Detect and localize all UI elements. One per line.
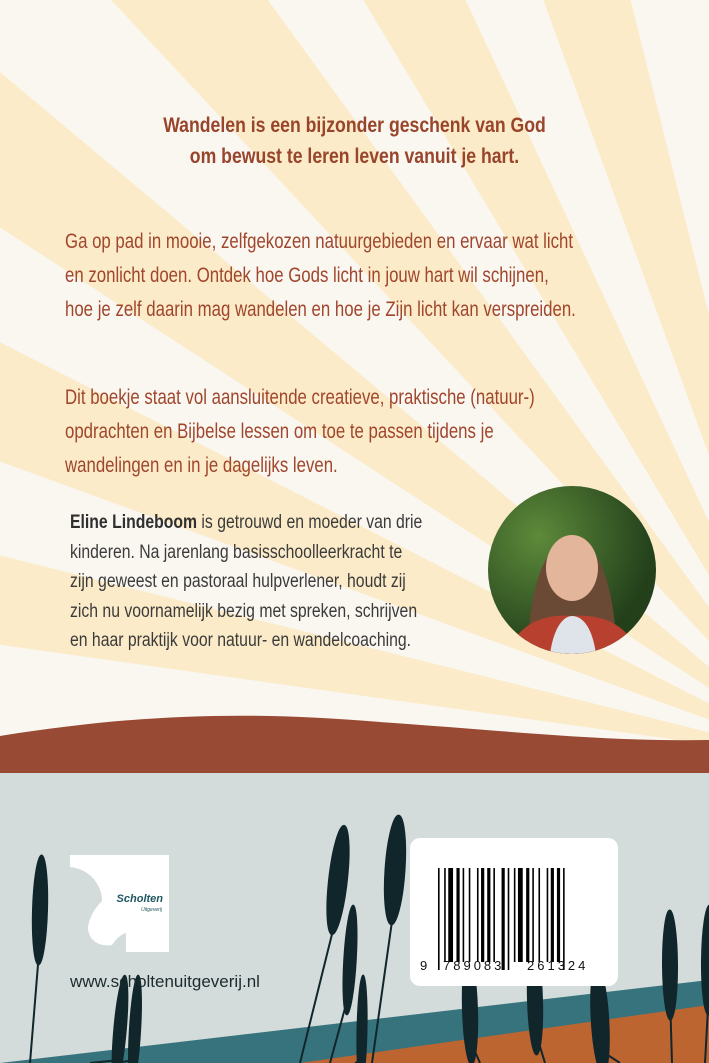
barcode-bar xyxy=(557,868,560,962)
tagline-line: om bewust te leren leven vanuit je hart. xyxy=(189,145,520,168)
publisher-name: Scholten xyxy=(116,893,163,905)
text-line: kinderen. Na jarenlang basisschoolleerkracht te xyxy=(70,541,403,563)
barcode-bar xyxy=(448,868,453,962)
text-line: zich nu voornamelijk bezig met spreken, schrijven xyxy=(70,600,418,622)
isbn-digits-right: 261324 xyxy=(527,958,589,973)
text-line: en zonlicht doen. Ontdek hoe Gods licht in jouw hart wil schijnen, xyxy=(65,264,549,287)
isbn-barcode xyxy=(410,838,618,986)
text-line: zijn geweest en pastoraal hulpverlener, houdt zij xyxy=(70,571,406,592)
barcode-bar xyxy=(538,868,540,962)
tagline-line: Wandelen is een bijzonder geschenk van God xyxy=(163,114,546,137)
description-paragraph-1 xyxy=(65,225,704,327)
barcode-bar xyxy=(469,868,471,962)
barcode-bar xyxy=(481,868,484,962)
barcode-bar xyxy=(563,868,565,970)
barcode-bar xyxy=(518,868,523,962)
text-line: Ga op pad in mooie, zelfgekozen natuurgebieden en ervaar wat licht xyxy=(65,230,574,253)
barcode-bar xyxy=(502,868,505,970)
barcode-bar xyxy=(526,868,529,962)
author-name: Eline Lindeboom xyxy=(70,512,198,533)
text-line: Dit boekje staat vol aansluitende creatieve, praktische (natuur-) xyxy=(65,386,535,409)
barcode-bar xyxy=(438,868,440,970)
tagline xyxy=(0,110,709,172)
publisher-url[interactable]: www.scholtenuitgeverij.nl xyxy=(70,972,260,991)
reed-head xyxy=(662,910,678,1020)
text-line: en haar praktijk voor natuur- en wandelcoaching. xyxy=(70,630,412,651)
author-photo xyxy=(488,486,656,654)
barcode-bar xyxy=(514,868,516,962)
publisher-logo xyxy=(70,855,169,952)
barcode-bar xyxy=(493,868,495,962)
description-paragraph-2 xyxy=(65,381,652,483)
barcode-bar xyxy=(532,868,534,962)
barcode-bar xyxy=(487,868,490,962)
author-bio xyxy=(70,508,495,656)
barcode-bar xyxy=(463,868,465,962)
isbn-digits-left: 789083 xyxy=(443,958,505,973)
publisher-sub: Uitgeverij xyxy=(141,907,162,913)
barcode-bar xyxy=(547,868,549,962)
barcode-bar xyxy=(551,868,554,962)
barcode-bar xyxy=(444,868,446,962)
text-line: is getrouwd en moeder van drie xyxy=(197,512,423,533)
text-line: hoe je zelf daarin mag wandelen en hoe je Zijn licht kan verspreiden. xyxy=(65,298,576,321)
barcode-bar xyxy=(508,868,510,970)
isbn-digit: 9 xyxy=(420,958,431,973)
text-line: wandelingen en in je dagelijks leven. xyxy=(65,454,338,477)
barcode-bar xyxy=(477,868,479,962)
text-line: opdrachten en Bijbelse lessen om toe te passen tijdens je xyxy=(65,420,494,443)
barcode-bar xyxy=(456,868,459,962)
